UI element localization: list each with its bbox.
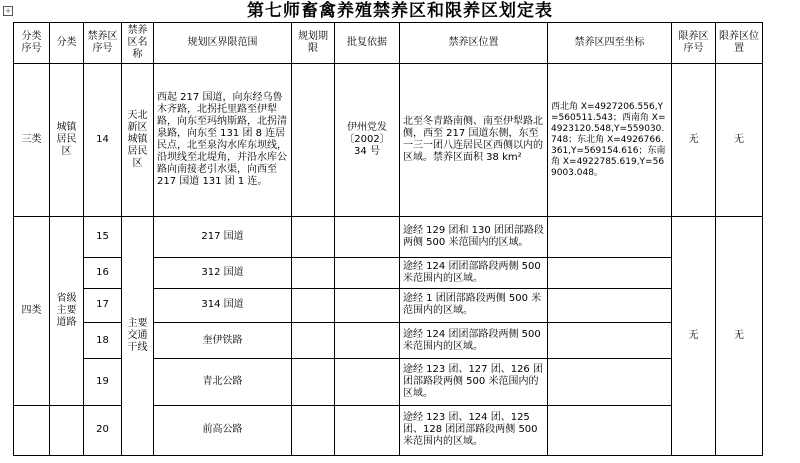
road-name-cell: 青北公路 (154, 359, 292, 405)
location-cell: 途经 123 团、124 团、125 团、128 团团部路段两侧 500 米范围内的区域。 (400, 405, 548, 455)
period-cell (292, 405, 335, 455)
cat-no-cell: 四类 (14, 217, 50, 405)
coords-cell (548, 405, 672, 455)
header-period: 规划期限 (292, 23, 335, 64)
zone-name-cell: 主要交通干线 (122, 217, 154, 456)
road-name-cell: 217 国道 (154, 217, 292, 257)
limit-no-cell: 无 (672, 217, 716, 456)
cat-cell: 省级主要道路 (50, 217, 84, 405)
zone-no-cell: 19 (84, 359, 122, 405)
header-cat: 分类 (50, 23, 84, 64)
header-cat-no: 分类序号 (14, 23, 50, 64)
zone-name-cell: 天北新区城镇居民区 (122, 64, 154, 217)
approval-cell (335, 288, 400, 322)
header-location: 禁养区位置 (400, 23, 548, 64)
period-cell (292, 288, 335, 322)
table-row (14, 64, 793, 217)
road-name-cell: 奎伊铁路 (154, 323, 292, 359)
zone-no-cell: 15 (84, 217, 122, 257)
approval-cell (335, 217, 400, 257)
scope-cell: 西起 217 国道，向东经乌鲁木齐路，北拐托里路至伊犁路，向东至玛纳斯路，北拐清泉路，向东至 131 团 8 连居民点，北至泉沟水库东坝线，沿坝线至北堤角，并沿水库公路向南接老引水渠，向西至 217 国道 131 团 1 连。 (154, 64, 292, 217)
period-cell (292, 323, 335, 359)
header-zone-no: 禁养区序号 (84, 23, 122, 64)
zone-no-cell: 18 (84, 323, 122, 359)
location-cell: 北至冬青路南侧、南至伊犁路北侧，西至 217 国道东侧，东至一三一团八连居民区西侧以内的区域。禁养区面积 38 km² (400, 64, 548, 217)
coords-cell (548, 288, 672, 322)
approval-cell (335, 323, 400, 359)
header-limit-pos: 限养区位置 (716, 23, 763, 64)
limit-pos-cell: 无 (716, 64, 763, 217)
approval-cell (335, 405, 400, 455)
approval-cell (335, 257, 400, 288)
header-limit-no: 限养区序号 (672, 23, 716, 64)
header-zone-name: 禁养区名称 (122, 23, 154, 64)
period-cell (292, 257, 335, 288)
period-cell (292, 64, 335, 217)
zone-table (13, 22, 793, 456)
cat-no-cell (14, 405, 50, 455)
header-row (14, 23, 793, 64)
location-cell: 途经 124 团团部路段两侧 500 米范围内的区域。 (400, 323, 548, 359)
zone-no-cell: 17 (84, 288, 122, 322)
coords-cell (548, 323, 672, 359)
limit-pos-cell: 无 (716, 217, 763, 456)
road-name-cell: 312 国道 (154, 257, 292, 288)
table-move-handle-icon[interactable]: + (3, 6, 13, 16)
road-name-cell: 314 国道 (154, 288, 292, 322)
period-cell (292, 359, 335, 405)
page-title: 第七师畜禽养殖禁养区和限养区划定表 (247, 1, 553, 21)
coords-cell (548, 257, 672, 288)
location-cell: 途经 129 团和 130 团团部路段两侧 500 米范围内的区域。 (400, 217, 548, 257)
period-cell (292, 217, 335, 257)
coords-cell: 西北角 X=4927206.556,Y=560511.543；西南角 X=4923120.548,Y=559030.748；东北角 X=4926766.361,Y=569154.616；东南角 X=4922785.619,Y=569003.048。 (548, 64, 672, 217)
header-scope: 规划区界限范围 (154, 23, 292, 64)
cat-cell: 城镇居民区 (50, 64, 84, 217)
coords-cell (548, 359, 672, 405)
limit-no-cell: 无 (672, 64, 716, 217)
location-cell: 途经 124 团团部路段两侧 500 米范围内的区域。 (400, 257, 548, 288)
cat-no-cell: 三类 (14, 64, 50, 217)
zone-no-cell: 14 (84, 64, 122, 217)
zone-no-cell: 16 (84, 257, 122, 288)
location-cell: 途经 1 团团部路段两侧 500 米范围内的区域。 (400, 288, 548, 322)
road-name-cell: 前高公路 (154, 405, 292, 455)
location-cell: 途经 123 团、127 团、126 团团部路段两侧 500 米范围内的区域。 (400, 359, 548, 405)
approval-cell (335, 359, 400, 405)
approval-cell: 伊州党发〔2002〕34 号 (335, 64, 400, 217)
header-coords: 禁养区四至坐标 (548, 23, 672, 64)
header-approval: 批复依据 (335, 23, 400, 64)
coords-cell (548, 217, 672, 257)
zone-no-cell: 20 (84, 405, 122, 455)
table-row (14, 217, 793, 257)
cat-cell (50, 405, 84, 455)
